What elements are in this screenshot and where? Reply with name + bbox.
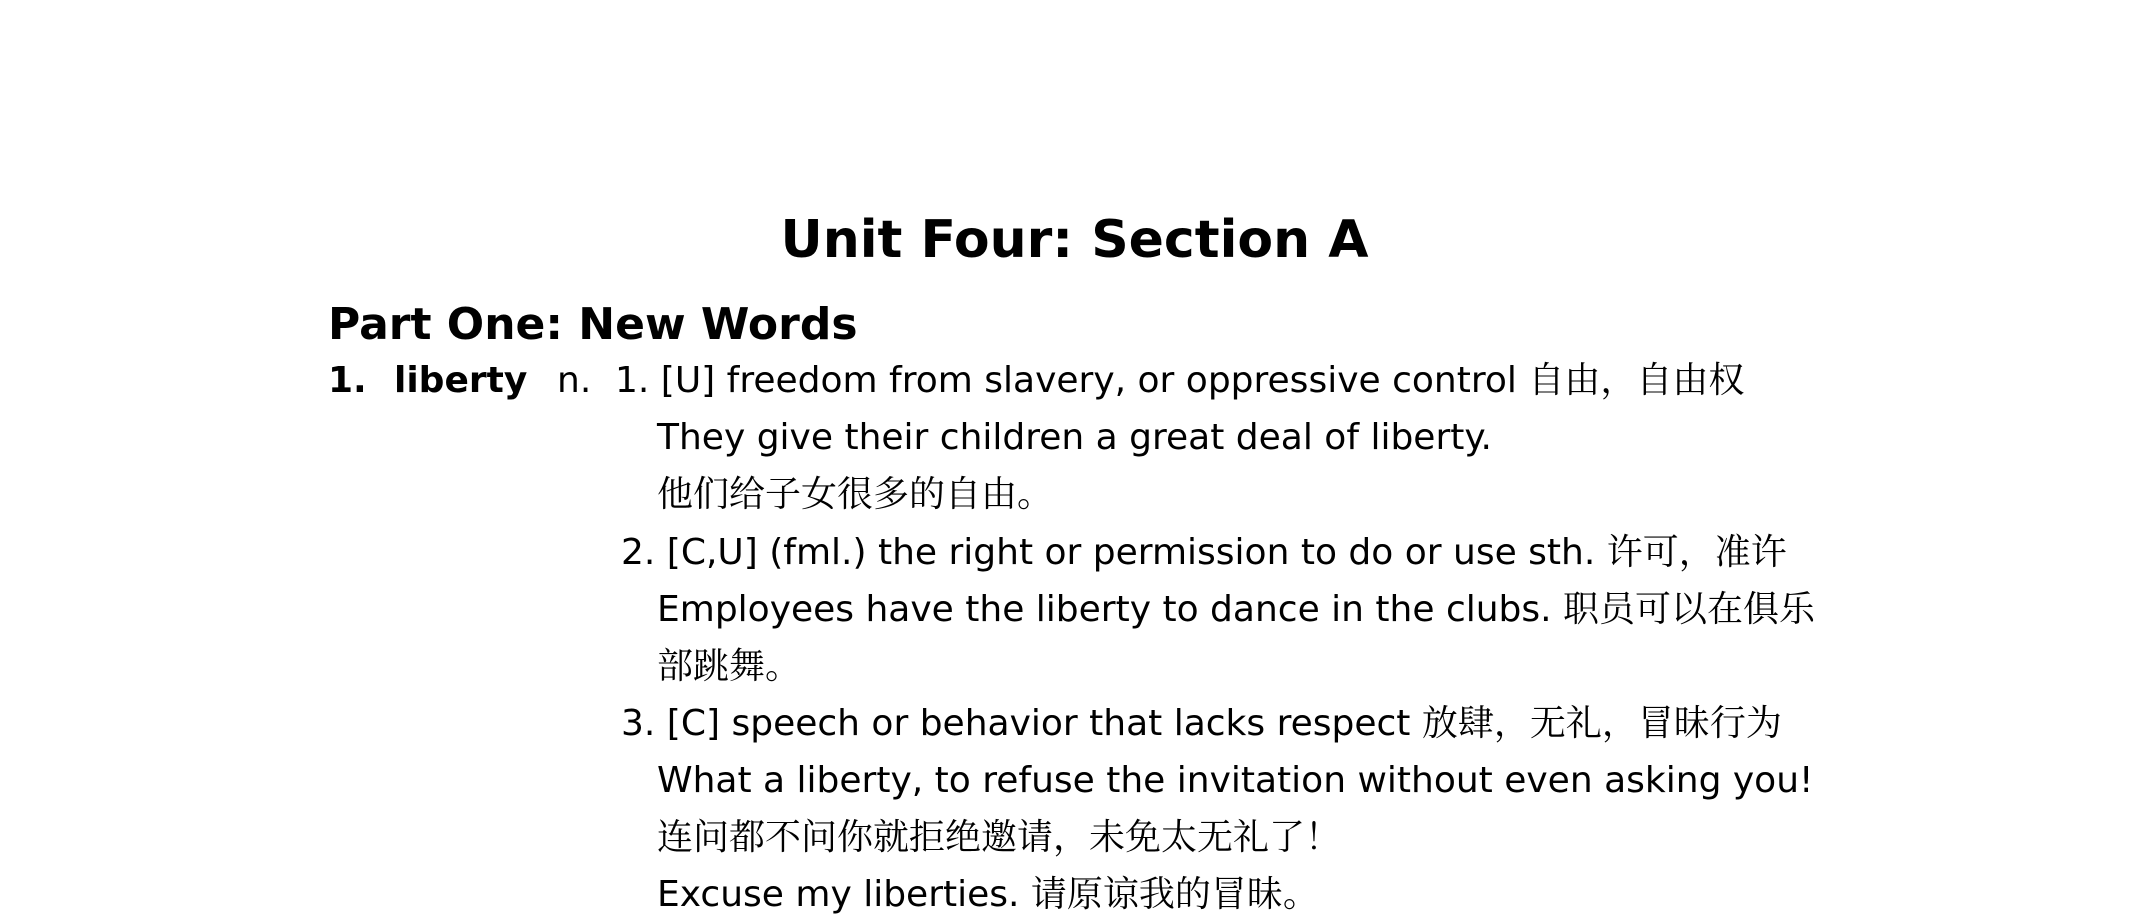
- section-heading: Part One: New Words: [328, 299, 858, 350]
- entry-number: 1.: [328, 360, 367, 401]
- sense-1-example-chinese: 他们给子女很多的自由。: [657, 474, 1054, 515]
- sense-1-definition: 1. [U] freedom from slavery, or oppressive control 自由，自由权: [615, 360, 1745, 401]
- sense-2-definition: 2. [C,U] (fml.) the right or permission to do or use sth. 许可，准许: [621, 532, 1787, 573]
- sense-3-example-1-english: What a liberty, to refuse the invitation without even asking you!: [657, 760, 1814, 801]
- sense-3-definition: 3. [C] speech or behavior that lacks respect 放肆，无礼，冒昧行为: [621, 703, 1782, 744]
- entry-part-of-speech: n.: [557, 360, 592, 401]
- page-title: Unit Four: Section A: [780, 210, 1369, 270]
- sense-2-example-line-1: Employees have the liberty to dance in the clubs. 职员可以在俱乐: [657, 589, 1816, 630]
- sense-3-example-1-chinese: 连问都不问你就拒绝邀请，未免太无礼了！: [657, 817, 1342, 858]
- sense-1-example-english: They give their children a great deal of liberty.: [657, 417, 1492, 458]
- sense-3-example-2: Excuse my liberties. 请原谅我的冒昧。: [657, 874, 1319, 915]
- entry-headword: liberty: [394, 360, 528, 401]
- sense-2-example-line-2: 部跳舞。: [657, 646, 802, 687]
